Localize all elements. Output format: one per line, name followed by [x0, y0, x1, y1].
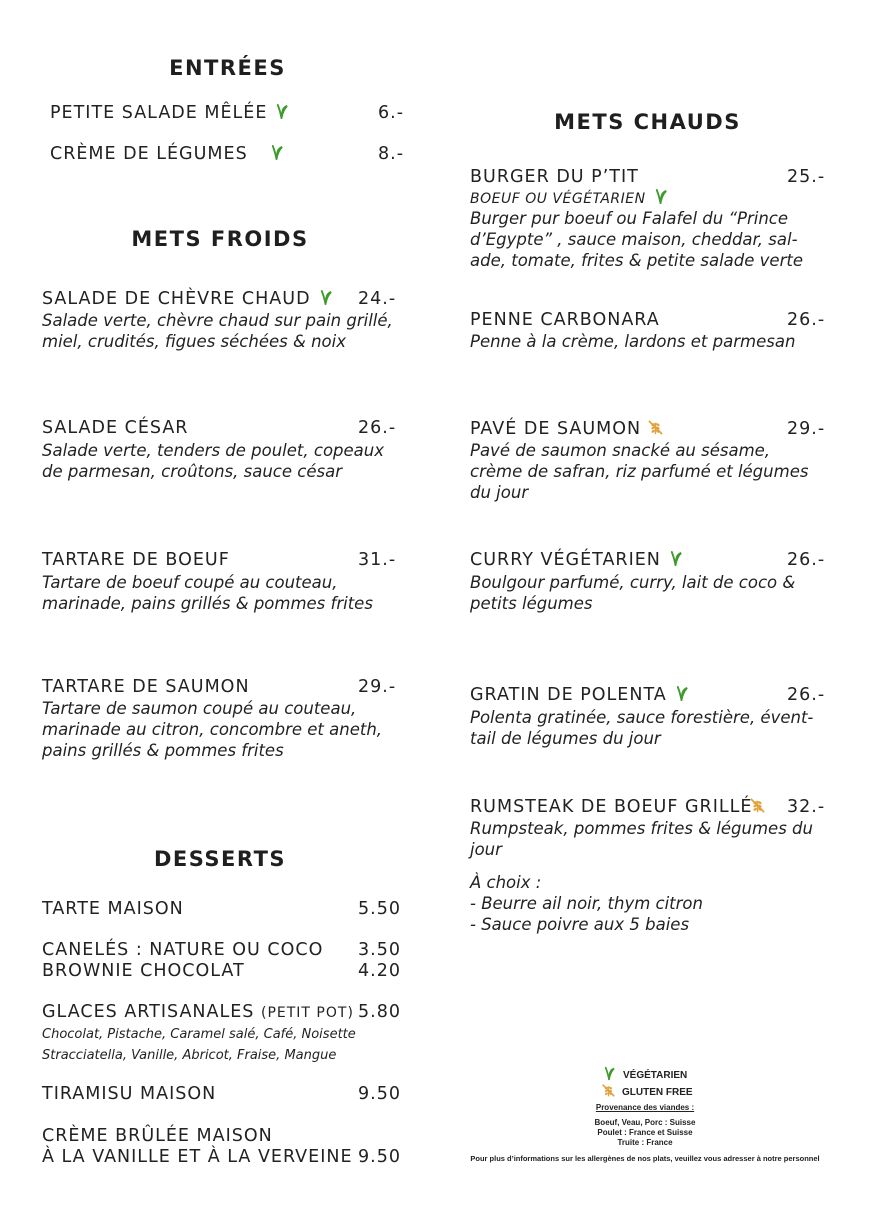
provenance-line: Truite : France — [617, 1138, 673, 1147]
menu-item-name: GLACES ARTISANALES (PETIT POT) — [42, 1002, 354, 1022]
menu-item-name: SALADE DE CHÈVRE CHAUD — [42, 289, 332, 309]
menu-item-price: 31.- — [358, 550, 397, 570]
vegetarian-leaf-icon — [275, 103, 288, 120]
menu-item-name: TARTARE DE SAUMON — [42, 677, 250, 697]
vegetarian-leaf-icon — [654, 188, 667, 205]
menu-item-name: PETITE SALADE MÊLÉE — [50, 103, 288, 123]
menu-item-name: TARTE MAISON — [42, 899, 184, 919]
menu-item-price: 3.50 — [358, 940, 401, 960]
menu-item-name: BROWNIE CHOCOLAT — [42, 961, 245, 981]
provenance-line: Poulet : France et Suisse — [597, 1128, 693, 1137]
menu-item-name: CANELÉS : NATURE OU COCO — [42, 940, 324, 960]
sauce-choice: À choix : - Beurre ail noir, thym citron - Sauce poivre aux 5 baies — [470, 873, 703, 934]
menu-item-price: 24.- — [358, 289, 397, 309]
menu-item-name: CRÈME DE LÉGUMES — [50, 144, 283, 164]
legend — [460, 1064, 830, 1174]
menu-item-name: CRÈME BRÛLÉE MAISON — [42, 1126, 273, 1146]
menu-item-price: 5.50 — [358, 899, 401, 919]
vegetarian-leaf-icon — [603, 1066, 615, 1081]
menu-item-price: 32.- — [787, 797, 826, 817]
provenance-title: Provenance des viandes : — [595, 1103, 695, 1112]
allergen-note: Pour plus d’informations sur les allergènes de nos plats, veuillez vous adresser à notre personnel — [470, 1154, 820, 1163]
menu-item-price: 9.50 — [358, 1084, 401, 1104]
menu-item-name: SALADE CÉSAR — [42, 418, 189, 438]
menu-item-price: 8.- — [378, 144, 405, 164]
gluten-free-icon — [749, 797, 766, 814]
legend-gluten-free: GLUTEN FREE — [601, 1083, 693, 1098]
vegetarian-leaf-icon — [270, 144, 283, 161]
vegetarian-leaf-icon — [669, 550, 682, 567]
portion-note: (PETIT POT) — [261, 1005, 354, 1021]
menu-item-name: RUMSTEAK DE BOEUF GRILLÉ — [470, 797, 766, 817]
menu-item-description: Chocolat, Pistache, Caramel salé, Café, Noisette Stracciatella, Vanille, Abricot, Fraise, Mangue — [42, 1027, 356, 1063]
mets-froids-heading: METS FROIDS — [131, 227, 309, 251]
gluten-free-icon — [601, 1083, 616, 1098]
menu-item-price: 26.- — [787, 550, 826, 570]
menu-item-description: Pavé de saumon snacké au sésame, crème de safran, riz parfumé et légumes du jour — [470, 441, 809, 502]
mets-chauds-heading: METS CHAUDS — [554, 110, 741, 134]
menu-item-price: 25.- — [787, 167, 826, 187]
menu-item-price: 26.- — [787, 310, 826, 330]
menu-item-price: 4.20 — [358, 961, 401, 981]
menu-item-name: PAVÉ DE SAUMON — [470, 419, 664, 439]
menu-item-price: 26.- — [358, 418, 397, 438]
menu-item-name: PENNE CARBONARA — [470, 310, 660, 330]
menu-item-name: BURGER DU P’TIT — [470, 167, 639, 187]
menu-item-price: 26.- — [787, 685, 826, 705]
vegetarian-leaf-icon — [319, 289, 332, 306]
menu-item-description: Rumpsteak, pommes frites & légumes du jour — [470, 819, 813, 859]
menu-item-description: Penne à la crème, lardons et parmesan — [470, 332, 796, 351]
menu-item-description: Tartare de boeuf coupé au couteau, marinade, pains grillés & pommes frites — [42, 573, 373, 613]
vegetarian-leaf-icon — [675, 685, 688, 702]
menu-item-name: CURRY VÉGÉTARIEN — [470, 550, 682, 570]
entrees-heading: ENTRÉES — [169, 56, 286, 80]
menu-item-name: GRATIN DE POLENTA — [470, 685, 688, 705]
menu-item-price: 29.- — [787, 419, 826, 439]
gluten-free-icon — [647, 419, 664, 436]
menu-item-name: À LA VANILLE ET À LA VERVEINE — [42, 1147, 353, 1167]
menu-item-price: 5.80 — [358, 1002, 401, 1022]
menu-item-description: Burger pur boeuf ou Falafel du “Prince d’Egypte” , sauce maison, cheddar, sal- ade, tomate, frites & petite salade verte — [470, 209, 803, 270]
provenance-line: Boeuf, Veau, Porc : Suisse — [594, 1118, 696, 1127]
menu-item-description: Salade verte, tenders de poulet, copeaux de parmesan, croûtons, sauce césar — [42, 441, 385, 481]
menu-item-price: 6.- — [378, 103, 405, 123]
menu-item-description: Salade verte, chèvre chaud sur pain grillé, miel, crudités, figues séchées & noix — [42, 311, 393, 351]
menu-item-subtitle: BOEUF OU VÉGÉTARIEN — [470, 188, 667, 210]
menu-item-name: TARTARE DE BOEUF — [42, 550, 230, 570]
menu-item-description: Tartare de saumon coupé au couteau, marinade au citron, concombre et aneth, pains grillés & pommes frites — [42, 699, 383, 760]
menu-item-price: 29.- — [358, 677, 397, 697]
legend-vegetarian: VÉGÉTARIEN — [603, 1066, 687, 1081]
menu-item-price: 9.50 — [358, 1147, 401, 1167]
menu-item-description: Boulgour parfumé, curry, lait de coco & petits légumes — [470, 573, 796, 613]
desserts-heading: DESSERTS — [153, 847, 287, 871]
menu-item-description: Polenta gratinée, sauce forestière, évent- tail de légumes du jour — [470, 708, 814, 748]
menu-item-name: TIRAMISU MAISON — [42, 1084, 217, 1104]
